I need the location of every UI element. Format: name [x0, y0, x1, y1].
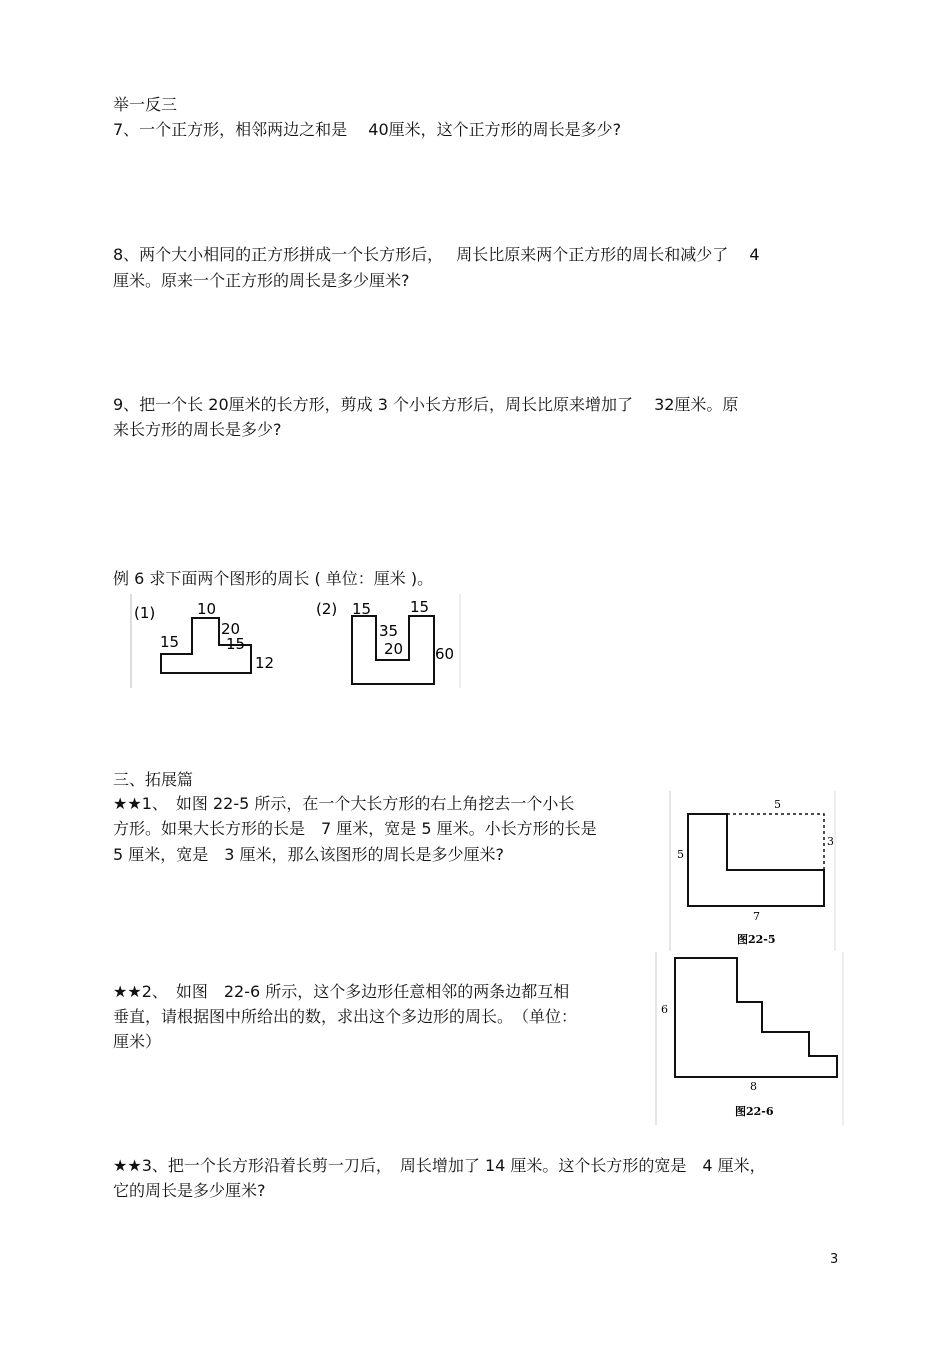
section-heading-practice: 举一反三: [113, 95, 178, 114]
figure-22-5-caption: 图22-5: [737, 933, 776, 946]
figure-22-6: [655, 952, 845, 1125]
figure-1-right-label: 15: [226, 635, 246, 653]
figure-2-height-label: 60: [435, 645, 455, 663]
figure-22-5-left-label: 5: [677, 848, 684, 861]
section-heading-extension: 三、拓展篇: [113, 770, 194, 789]
figure-22-6-left-label: 6: [661, 1003, 668, 1016]
problem-1-line-2: 方形。如果大长方形的长是 7 厘米，宽是 5 厘米。小长方形的长是: [113, 819, 597, 838]
question-9-line-1: 9、把一个长 20厘米的长方形，剪成 3 个小长方形后，周长比原来增加了 32厘米。原: [113, 395, 739, 414]
figure-1-left-label: 15: [160, 633, 180, 651]
figure-1-mid-label: 20: [221, 620, 241, 638]
figure-22-5-right-label: 3: [827, 835, 834, 848]
problem-2-line-2: 垂直，请根据图中所给出的数，求出这个多边形的周长。 （单位：: [113, 1007, 578, 1026]
problem-3-line-1: ★★3、把一个长方形沿着长剪一刀后， 周长增加了 14 厘米。这个长方形的宽是 4 厘米，: [113, 1156, 766, 1175]
figure-2-inner-height-label: 35: [379, 622, 399, 640]
figure-2-label: (2): [316, 600, 338, 618]
question-7: 7、一个正方形，相邻两边之和是 40厘米，这个正方形的周长是多少?: [113, 120, 622, 139]
figure-2-right-top-label: 15: [410, 598, 430, 616]
figure-22-6-caption: 图22-6: [735, 1105, 774, 1118]
figure-22-5: [669, 791, 837, 951]
figure-1-label: (1): [134, 604, 156, 622]
figure-22-5-shape: [688, 814, 824, 906]
example-6: 例 6 求下面两个图形的周长 ( 单位：厘米 )。: [113, 569, 434, 588]
figure-22-6-shape: [675, 958, 837, 1077]
problem-2-line-3: 厘米）: [113, 1032, 162, 1051]
figure-22-5-cutout: [727, 814, 824, 870]
problem-1-line-3: 5 厘米，宽是 3 厘米，那么该图形的周长是多少厘米?: [113, 845, 505, 864]
problem-3-line-2: 它的周长是多少厘米?: [113, 1181, 266, 1200]
problem-2-line-1: ★★2、 如图 22-6 所示，这个多边形任意相邻的两条边都互相: [113, 982, 570, 1001]
question-8-line-2: 厘米。原来一个正方形的周长是多少厘米?: [113, 271, 410, 290]
question-8-line-1: 8、两个大小相同的正方形拼成一个长方形后， 周长比原来两个正方形的周长和减少了 4: [113, 245, 760, 264]
example-6-figures: [130, 592, 464, 690]
figure-2-inner-width-label: 20: [384, 640, 404, 658]
problem-1-line-1: ★★1、 如图 22-5 所示，在一个大长方形的右上角挖去一个小长: [113, 794, 575, 813]
figure-1-height-label: 12: [255, 654, 275, 672]
question-9-line-2: 来长方形的周长是多少?: [113, 420, 282, 439]
figure-2-left-top-label: 15: [352, 600, 372, 618]
figure-22-5-bottom-label: 7: [753, 910, 760, 923]
figure-22-5-top-label: 5: [774, 798, 781, 811]
figure-1-top-label: 10: [197, 600, 217, 618]
page-number: 3: [830, 1252, 839, 1267]
figure-22-6-bottom-label: 8: [750, 1080, 757, 1093]
